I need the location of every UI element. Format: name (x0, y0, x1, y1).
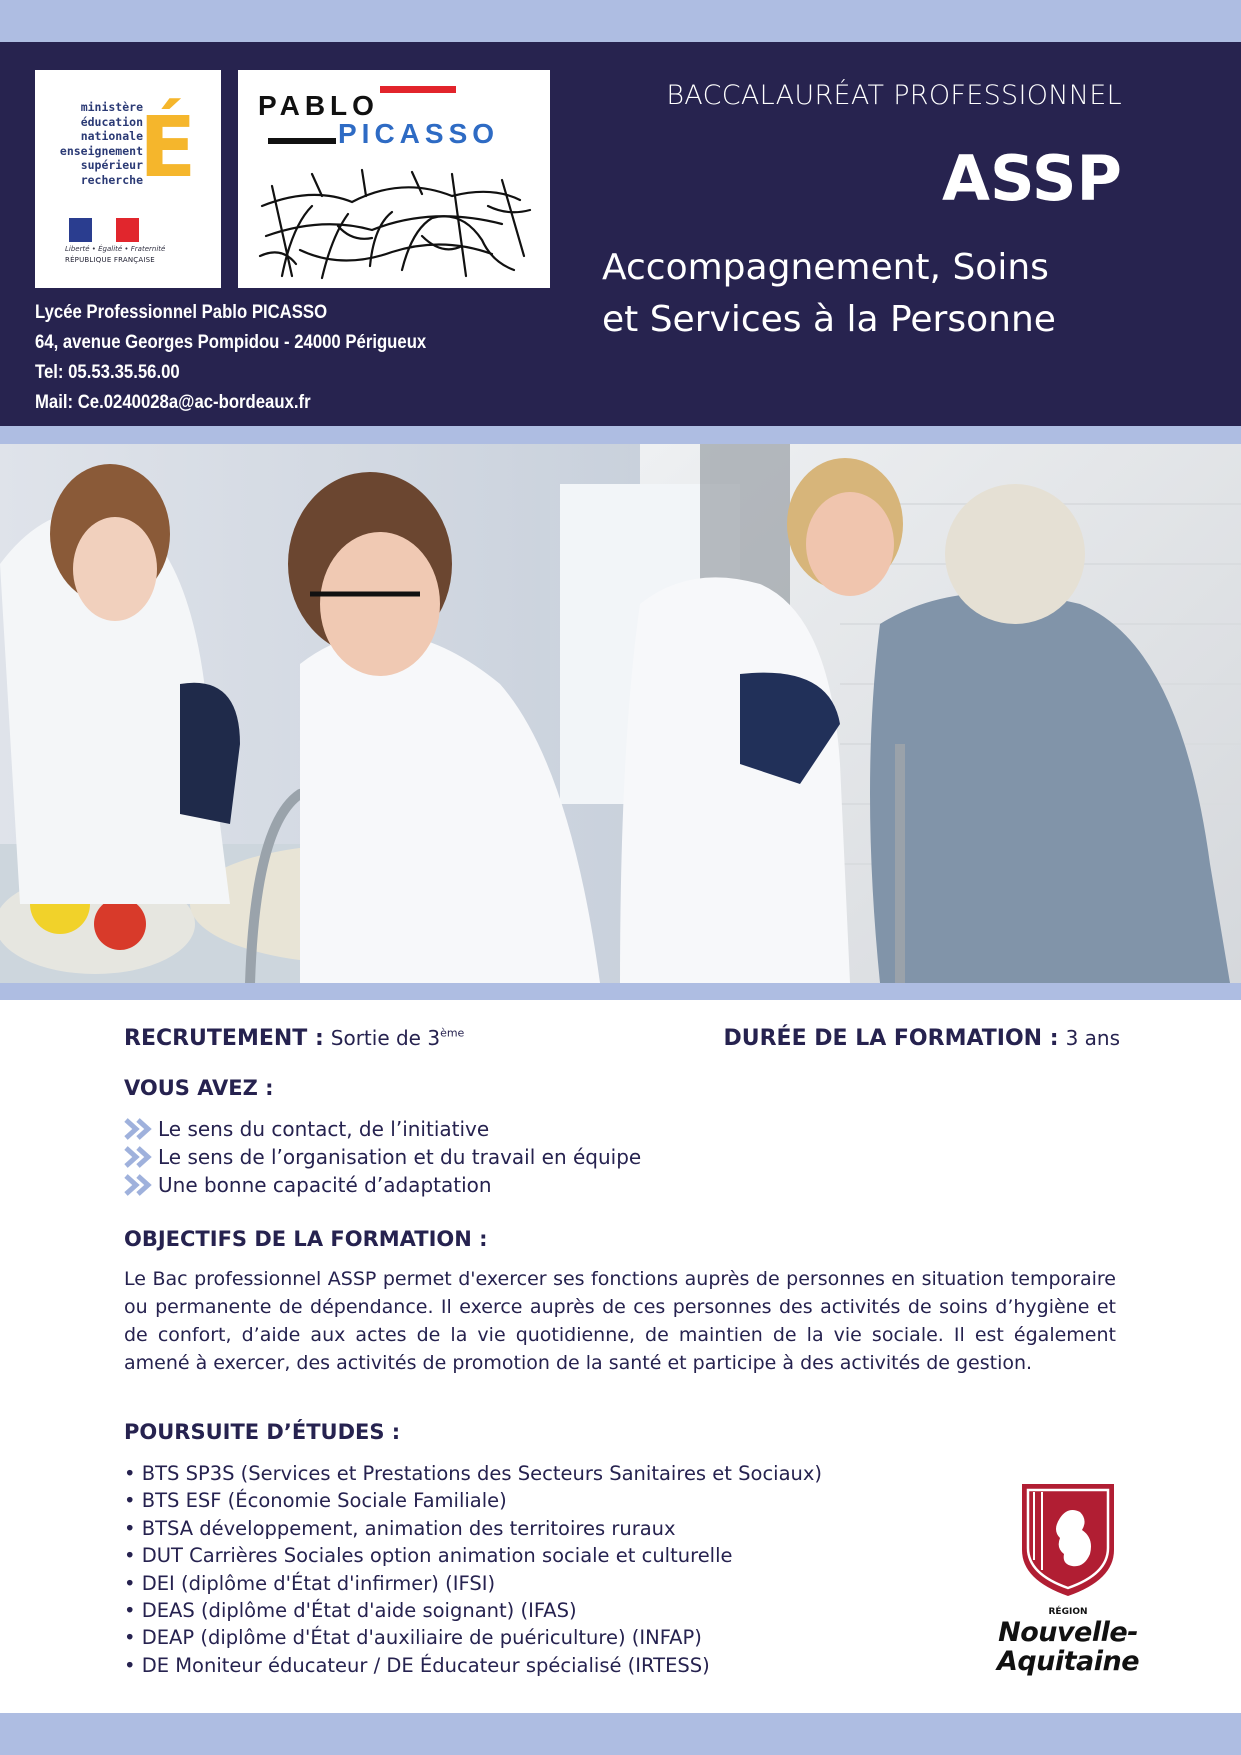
region-label: RÉGION (1048, 1607, 1088, 1617)
logo-text-picasso: PICASSO (338, 118, 500, 149)
recruitment-sup: ème (440, 1026, 465, 1040)
duration (723, 1026, 1120, 1051)
duration-value: 3 ans (1065, 1026, 1120, 1050)
recruitment-value: Sortie de 3 (330, 1026, 441, 1050)
double-chevron-right-icon (124, 1174, 156, 1196)
school-name: Lycée Professionnel Pablo PICASSO (35, 302, 328, 323)
objectives-title: OBJECTIFS DE LA FORMATION : (124, 1227, 488, 1251)
studies-title: POURSUITE D’ÉTUDES : (124, 1420, 401, 1444)
picasso-sketch-icon (252, 166, 538, 284)
school-tel: Tel: 05.53.35.56.00 (35, 362, 180, 383)
double-chevron-right-icon (124, 1146, 156, 1168)
qualities-list (124, 1115, 641, 1199)
list-item: • BTS SP3S (Services et Prestations des Secteurs Sanitaires et Sociaux) (124, 1462, 823, 1485)
top-band (0, 0, 1241, 42)
list-item: Une bonne capacité d’adaptation (124, 1171, 641, 1199)
band-under-photo (0, 983, 1241, 1000)
recruitment-label: RECRUTEMENT : (124, 1026, 324, 1051)
list-item: • DE Moniteur éducateur / DE Éducateur spécialisé (IRTESS) (124, 1653, 710, 1677)
band-under-header (0, 426, 1241, 444)
page-title: ASSP (942, 142, 1122, 215)
logo-black-bar (268, 138, 336, 144)
studies-list (124, 1460, 822, 1679)
ministry-motto: Liberté • Égalité • Fraternité (65, 245, 166, 253)
school-info (35, 298, 426, 418)
list-item: • DEAP (diplôme d'État d'auxiliaire de puériculture) (INFAP) (124, 1626, 702, 1650)
lion-shield-icon (1018, 1480, 1118, 1598)
french-flag-icon (69, 218, 139, 242)
school-address: 64, avenue Georges Pompidou - 24000 Périgueux (35, 332, 427, 353)
objectives-text: Le Bac professionnel ASSP permet d'exercer ses fonctions auprès de personnes en situation temporaire ou permanente de dépendance. Il exerce auprès de ces personnes des activités de soins d’hygiène et de confort, d’aide aux actes de la vie quotidienne, de maintien de la vie sociale. Il est également amené à exercer, des activités de promotion de la santé et participe à des activités de gestion. (124, 1268, 1116, 1374)
list-item: Le sens de l’organisation et du travail en équipe (124, 1143, 641, 1171)
list-item: Le sens du contact, de l’initiative (124, 1115, 641, 1143)
list-item: • DEAS (diplôme d'État d'aide soignant) (IFAS) (124, 1599, 577, 1623)
hero-photo (0, 444, 1241, 983)
logo-red-bar (380, 86, 456, 93)
school-mail: Mail: Ce.0240028a@ac-bordeaux.fr (35, 392, 311, 413)
ministry-logo-text: ministère éducation nationale enseignement supérieur recherche (59, 100, 143, 187)
bottom-band (0, 1713, 1241, 1755)
list-item: • BTSA développement, animation des territoires ruraux (124, 1516, 676, 1540)
region-name: Nouvelle- Aquitaine (996, 1617, 1140, 1677)
duration-label: DURÉE DE LA FORMATION : (723, 1026, 1059, 1051)
recruitment (124, 1026, 464, 1051)
double-chevron-right-icon (124, 1118, 156, 1140)
region-logo (978, 1480, 1158, 1680)
school-logo (238, 70, 550, 288)
diploma-label: BACCALAURÉAT PROFESSIONNEL (666, 80, 1122, 111)
republic-label: RÉPUBLIQUE FRANÇAISE (65, 256, 155, 264)
list-item: • DEI (diplôme d'État d'infirmer) (IFSI) (124, 1571, 496, 1595)
logo-text-pablo: PABLO (258, 90, 379, 121)
ministry-logo (35, 70, 221, 288)
page-subtitle: Accompagnement, Soins et Services à la Personne (602, 247, 1056, 340)
qualities-title: VOUS AVEZ : (124, 1076, 274, 1100)
ministry-e-icon: É (139, 98, 197, 196)
list-item: • DUT Carrières Sociales option animation sociale et culturelle (124, 1544, 733, 1568)
header (0, 42, 1241, 426)
list-item: • BTS ESF (Économie Sociale Familiale) (124, 1489, 507, 1513)
